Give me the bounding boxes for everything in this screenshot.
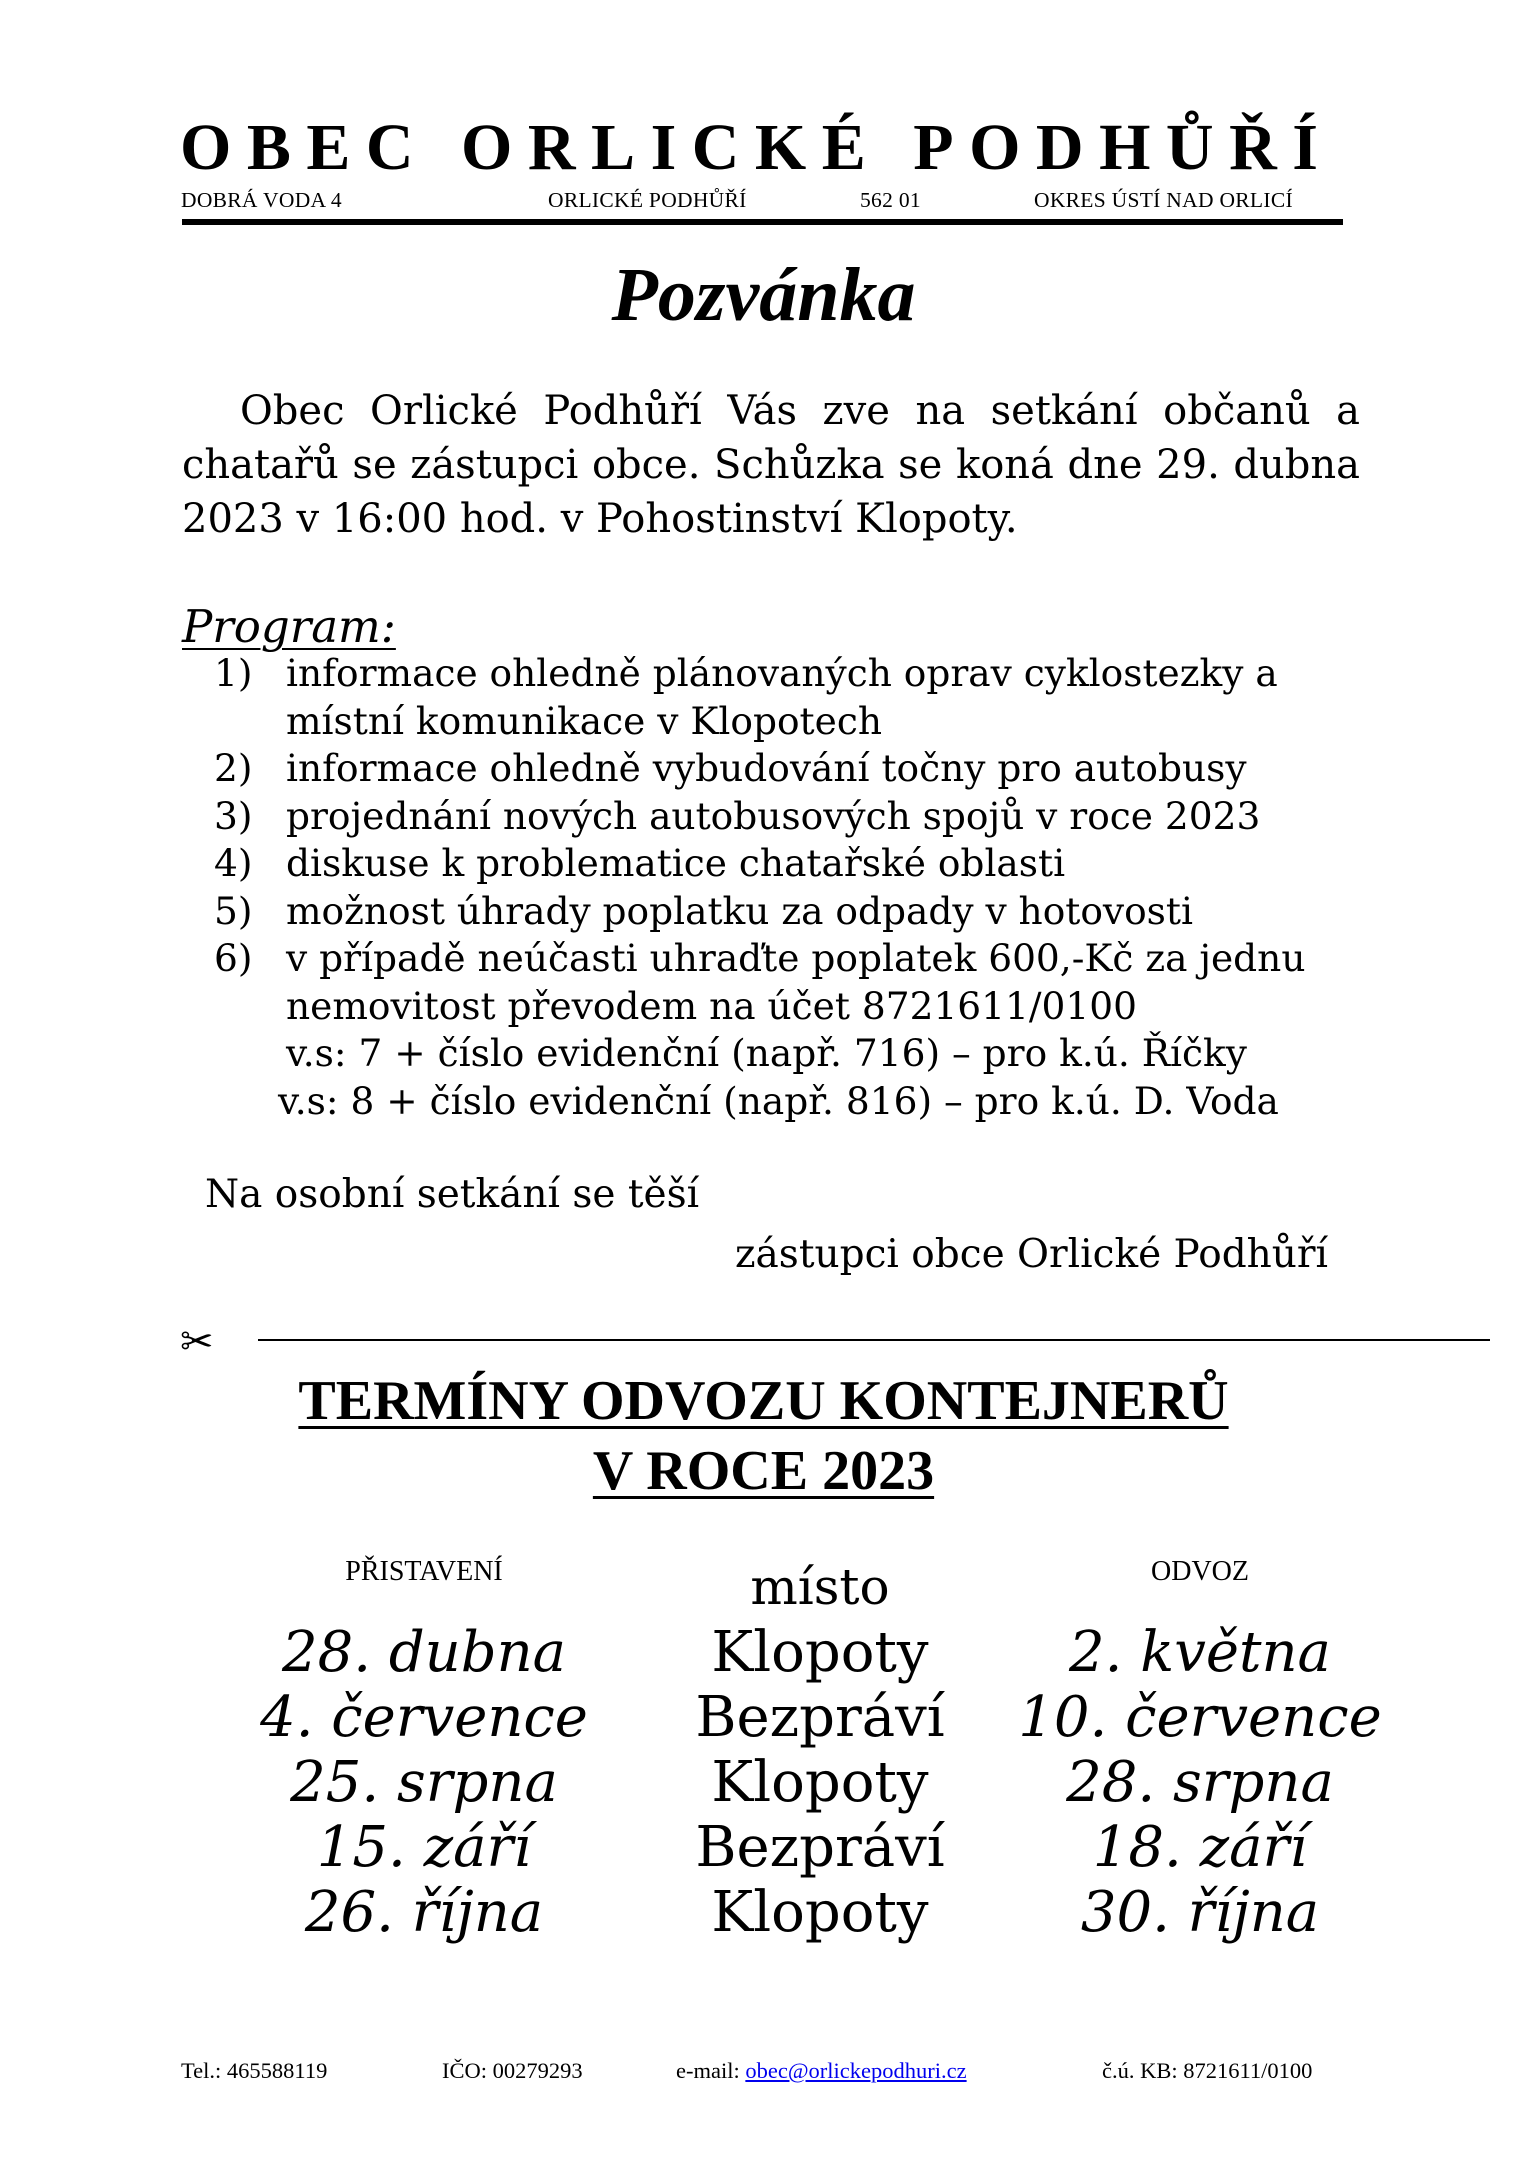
pristaveni-date: 4. července (260, 1685, 588, 1750)
misto-place: Klopoty (711, 1750, 929, 1815)
program-item-number: 3) (214, 793, 253, 838)
payment-symbol-line: v.s: 7 + číslo evidenční (např. 716) – pro k.ú. Říčky (286, 1031, 1247, 1075)
program-item-number: 1) (214, 651, 253, 695)
odvoz-date: 18. září (1092, 1815, 1308, 1880)
odvoz-date: 10. července (1018, 1685, 1382, 1750)
greeting-signature: zástupci obce Orlické Podhůří (735, 1232, 1329, 1277)
schedule-title (0, 1366, 1527, 1506)
column-header-odvoz: ODVOZ (1151, 1556, 1249, 1587)
program-item (214, 935, 1374, 1030)
pristaveni-date: 15. září (316, 1815, 532, 1880)
cut-line (258, 1339, 1490, 1341)
program-item-number: 4) (214, 841, 253, 885)
program-item-number: 6) (214, 936, 253, 980)
invitation-text (182, 384, 1360, 546)
program-item (214, 793, 1374, 841)
invitation-line: Obec Orlické Podhůří Vás zve na setkání občanů a (240, 388, 1360, 434)
column-header-misto: místo (750, 1558, 890, 1616)
misto-column (640, 1620, 1000, 1945)
payment-symbol-line: v.s: 8 + číslo evidenční (např. 816) – pro k.ú. D. Voda (278, 1078, 1279, 1123)
program-title: Program: (182, 600, 396, 653)
footer-phone: Tel.: 465588119 (181, 2058, 328, 2083)
program-item (214, 888, 1374, 936)
address-zip: 562 01 (860, 188, 921, 212)
header-rule (182, 219, 1343, 225)
program-item-text: možnost úhrady poplatku za odpady v hotovosti (286, 888, 1193, 933)
odvoz-column (1000, 1620, 1400, 1945)
pristaveni-column (234, 1620, 614, 1945)
footer-ico: IČO: 00279293 (442, 2058, 583, 2083)
greeting-line: Na osobní setkání se těší (205, 1172, 700, 1217)
footer-email-link[interactable]: obec@orlickepodhuri.cz (745, 2058, 967, 2083)
address-town: ORLICKÉ PODHŮŘÍ (548, 188, 747, 212)
program-item-number: 5) (214, 888, 253, 933)
program-item-text: projednání nových autobusových spojů v roce 2023 (286, 793, 1261, 838)
footer-email-label: e-mail: (676, 2058, 746, 2083)
program-item-text: diskuse k problematice chatařské oblasti (286, 841, 1066, 885)
misto-place: Klopoty (711, 1880, 929, 1945)
misto-place: Bezpráví (695, 1815, 945, 1880)
program-item-text: informace ohledně vybudování točny pro autobusy (286, 746, 1247, 790)
program-item-text: v případě neúčasti uhraďte poplatek 600,-Kč za jednu (286, 936, 1306, 980)
odvoz-date: 30. října (1080, 1880, 1320, 1945)
program-item-text: místní komunikace v Klopotech (286, 698, 882, 743)
program-item (214, 745, 1374, 793)
invitation-line: chatařů se zástupci obce. Schůzka se koná dne 29. dubna (182, 442, 1360, 488)
column-header-pristaveni: PŘISTAVENÍ (345, 1556, 503, 1587)
program-item-number: 2) (214, 746, 253, 790)
address-street: DOBRÁ VODA 4 (181, 188, 342, 212)
pristaveni-date: 26. října (304, 1880, 544, 1945)
address-district: OKRES ÚSTÍ NAD ORLICÍ (1034, 188, 1293, 212)
invitation-line: 2023 v 16:00 hod. v Pohostinství Klopoty. (182, 496, 1018, 542)
program-item (214, 840, 1374, 888)
pristaveni-date: 25. srpna (290, 1750, 558, 1815)
program-item-text: informace ohledně plánovaných oprav cyklostezky a (286, 651, 1278, 695)
invitation-heading: Pozvánka (611, 253, 916, 337)
schedule-title-line: TERMÍNY ODVOZU KONTEJNERŮ (298, 1370, 1229, 1432)
odvoz-date: 2. května (1069, 1620, 1331, 1685)
municipality-title: OBEC ORLICKÉ PODHŮŘÍ (180, 111, 1334, 184)
footer-account: č.ú. KB: 8721611/0100 (1102, 2058, 1313, 2083)
program-item-text: nemovitost převodem na účet 8721611/0100 (286, 983, 1137, 1028)
pristaveni-date: 28. dubna (281, 1620, 567, 1685)
program-list (214, 650, 1374, 1125)
misto-place: Bezpráví (695, 1685, 945, 1750)
footer-email (676, 2058, 967, 2084)
odvoz-date: 28. srpna (1066, 1750, 1334, 1815)
program-item (214, 650, 1374, 745)
misto-place: Klopoty (711, 1620, 929, 1685)
schedule-title-line: V ROCE 2023 (592, 1440, 935, 1502)
scissors-icon: ✂ (180, 1319, 214, 1365)
